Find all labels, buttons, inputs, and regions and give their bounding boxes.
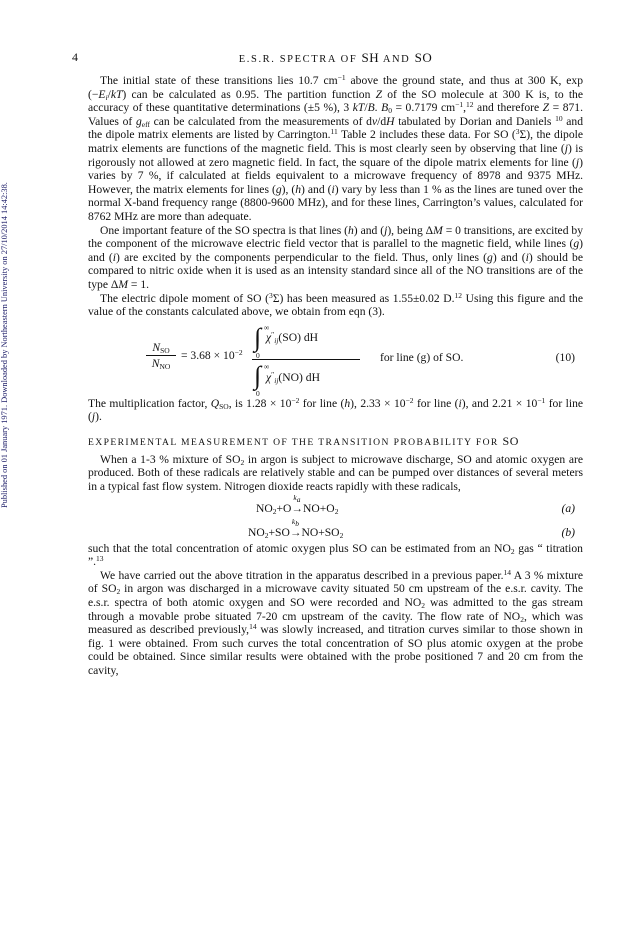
paragraph-apparatus: We have carried out the above titration in the apparatus described in a previous paper.$^{14}$ A 3 % mixture of $SO_2$ in argon was discharged in a microwave cavity situated 50 cm upstream of the e.s.r. cavity. The e.s.r. spectra of both atomic oxygen and SO were recorded and $NO_2$ was admitted to the gas stream through a movable probe situated 7-20 cm upstream of the cavity. The flow rate of $NO_2$, which was measured as described previously,$^{14}$ was slowly increased, and titration curves similar to those shown in fig. 1 were obtained. From such curves the total concentration of SO plus atomic oxygen at the probe could be obtained. Since similar results were obtained with the probe positioned 7 and 20 cm from the cavity, bbox=[88, 567, 584, 677]
reaction-b: $NO_2+SO\to$ $k_b$ $NO+SO_2$ (b) bbox=[248, 516, 575, 540]
equation-10 bbox=[88, 322, 583, 398]
paragraph-initial-state: The initial state of these transitions lies 10.7 $cm^{-1}$ above the ground state, and thus at 300 K, $\exp (-E_i/kT)$ can be calculated as 0.95. The partition function Z of the SO molecule at 300 K is, to the accuracy of these quantitative determinations (±5 %), 3 kT/B. $B_0 = 0.7179$ $cm^{-1},^{12}$ and therefore Z = 871. Values of $g_{eff}$ can be calculated from the measurements of dv/dH tabulated by Dorian and Daniels $^{10}$ and the dipole matrix elements are listed by Carrington.$^{11}$ Table 2 includes these data. For SO ($^3$Σ), the dipole matrix elements are functions of the magnetic field. This is most clearly seen by observing that line (j) is rigorously not allowed at zero magnetic field. In fact, the square of the dipole matrix elements for line (j) varies by 7 %, if calculated at fields equivalent to a microwave frequency of 8978 and 9375 MHz. However, the matrix elements for lines (g), (h) and (i) vary by less than 1 % as the lines are tuned over the normal X-band frequency range (8800-9600 MHz), and for these lines, Carrington’s values, calculated for 8762 MHz are more than adequate. bbox=[88, 73, 584, 223]
paragraph-discharge: When a 1-3 % mixture of $SO_2$ in argon is subject to microwave discharge, SO and atomic oxygen are produced. Both of these radicals are relatively stable and can be pumped over distances of several meters in a typical fast flow system. Nitrogen dioxide reacts rapidly with these radicals, bbox=[88, 452, 583, 494]
page-number: 4 bbox=[72, 50, 78, 64]
equation-lhs: $N_{SO}$ $N_{NO}$ bbox=[146, 341, 176, 370]
paragraph-multiplication-factor: The multiplication factor, $Q_{SO}$, is $1.28 \times 10^{-2}$ for line (h), $2.33 \times 10^{-2}$ for line (i), and $2.21 \times 10^{-1}$ for line (j). bbox=[88, 395, 584, 424]
download-watermark: Published on 01 January 1971. Downloaded by Northeastern University on 27/10/2014 14:42:38. bbox=[0, 182, 9, 508]
lower-limit-bottom: 0 bbox=[256, 388, 260, 398]
equation-number: (10) bbox=[555, 350, 575, 364]
upper-limit-top: ∞ bbox=[264, 322, 270, 332]
fraction-bar bbox=[252, 359, 360, 360]
reaction-a: $NO_2+O\to$ $k_a$ $NO+O_2$ (a) bbox=[256, 492, 575, 516]
integral-sign-top: ∫ bbox=[254, 322, 262, 352]
running-header bbox=[72, 50, 583, 68]
numerator-integrand: $\chi''_{ij}(SO)$ dH bbox=[266, 329, 319, 345]
journal-page bbox=[72, 50, 584, 678]
paragraph-dipole-moment: The electric dipole moment of SO ($^3$Σ) has been measured as 1.55±0.02 D.$^{12}$ Using this figure and the value of the constants calculated above, we obtain from eqn (3). bbox=[88, 290, 583, 319]
paragraph-important-feature: One important feature of the SO spectra is that lines (h) and (j), being ΔM = 0 transitions, are excited by the component of the microwave electric field vector that is parallel to the magnetic field, while lines (g) and (i) are excited by the components perpendicular to the field. Thus, only lines (g) and (i) should be compared to nitric oxide when it is used as an intensity standard since all of the NO transitions are of the type ΔM = 1. bbox=[88, 223, 584, 291]
equation-coefficient: = $3.68 \times 10^{-2}$ bbox=[181, 347, 243, 362]
running-title: E.S.R. SPECTRA OF SH AND SO bbox=[238, 50, 433, 65]
lower-limit-top: 0 bbox=[256, 350, 260, 360]
upper-limit-bottom: ∞ bbox=[264, 361, 270, 371]
denominator-integrand: $\chi''_{ij}(NO)$ dH bbox=[266, 369, 320, 385]
paragraph-titration: such that the total concentration of atomic oxygen plus SO can be estimated from an $NO_2$ gas “ titration ”.$^{13}$ bbox=[88, 541, 583, 569]
integral-sign-bottom: ∫ bbox=[254, 360, 262, 390]
section-heading: EXPERIMENTAL MEASUREMENT OF THE TRANSITION PROBABILITY FOR SO bbox=[88, 433, 519, 448]
equation-note: for line (g) of SO. bbox=[380, 350, 464, 364]
